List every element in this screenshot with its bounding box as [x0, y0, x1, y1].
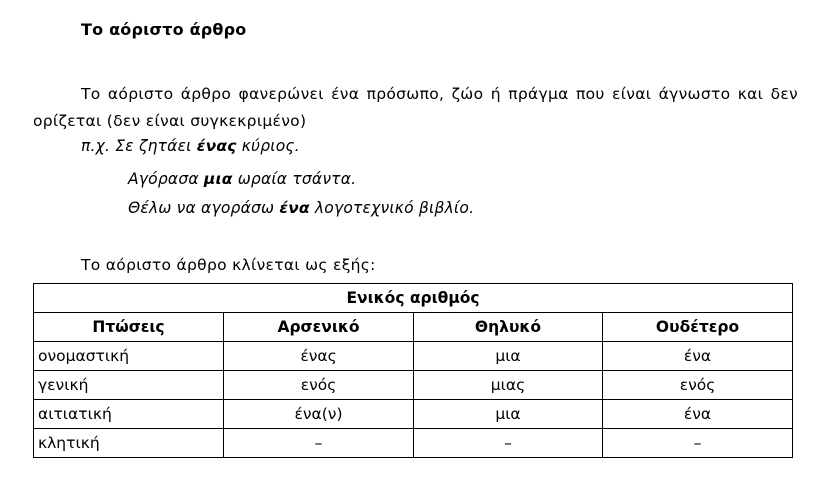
example-2: [128, 170, 356, 188]
neuter-cell: ενός: [603, 371, 793, 400]
example-2-after: ωραία τσάντα.: [232, 170, 357, 188]
masculine-cell: –: [224, 429, 414, 458]
feminine-cell: μια: [414, 400, 603, 429]
case-cell: ονομαστική: [34, 342, 224, 371]
table-row: [34, 429, 793, 458]
feminine-cell: –: [414, 429, 603, 458]
table-caption-row: [34, 284, 793, 313]
example-3-after: λογοτεχνικό βιβλίο.: [309, 199, 475, 217]
neuter-cell: –: [603, 429, 793, 458]
declension-table: [33, 283, 793, 458]
example-2-before: Αγόρασα: [128, 170, 204, 188]
example-1-article: ένας: [196, 137, 237, 155]
example-3-before: Θέλω να αγοράσω: [128, 199, 280, 217]
table-header-row: [34, 313, 793, 342]
definition-paragraph: Το αόριστο άρθρο φανερώνει ένα πρόσωπο, ζώο ή πράγμα που είναι άγνωστο και δεν ορίζεται (δεν είναι συγκεκριμένο): [33, 85, 798, 130]
masculine-cell: ένας: [224, 342, 414, 371]
header-masculine: Αρσενικό: [224, 313, 414, 342]
example-1-after: κύριος.: [236, 137, 300, 155]
declension-intro: Το αόριστο άρθρο κλίνεται ως εξής:: [81, 256, 376, 274]
masculine-cell: ενός: [224, 371, 414, 400]
header-feminine: Θηλυκό: [414, 313, 603, 342]
neuter-cell: ένα: [603, 342, 793, 371]
page-title: Το αόριστο άρθρο: [81, 20, 247, 39]
case-cell: κλητική: [34, 429, 224, 458]
example-3: [128, 199, 474, 217]
feminine-cell: μια: [414, 342, 603, 371]
example-2-article: μια: [203, 170, 233, 188]
case-cell: αιτιατική: [34, 400, 224, 429]
example-3-article: ένα: [279, 199, 310, 217]
feminine-cell: μιας: [414, 371, 603, 400]
header-neuter: Ουδέτερο: [603, 313, 793, 342]
masculine-cell: ένα(ν): [224, 400, 414, 429]
table-caption: Ενικός αριθμός: [34, 284, 793, 313]
example-1-before: π.χ. Σε ζητάει: [81, 137, 197, 155]
header-cases: Πτώσεις: [34, 313, 224, 342]
case-cell: γενική: [34, 371, 224, 400]
example-1: [81, 137, 300, 155]
table-row: [34, 400, 793, 429]
table-row: [34, 371, 793, 400]
neuter-cell: ένα: [603, 400, 793, 429]
table-row: [34, 342, 793, 371]
